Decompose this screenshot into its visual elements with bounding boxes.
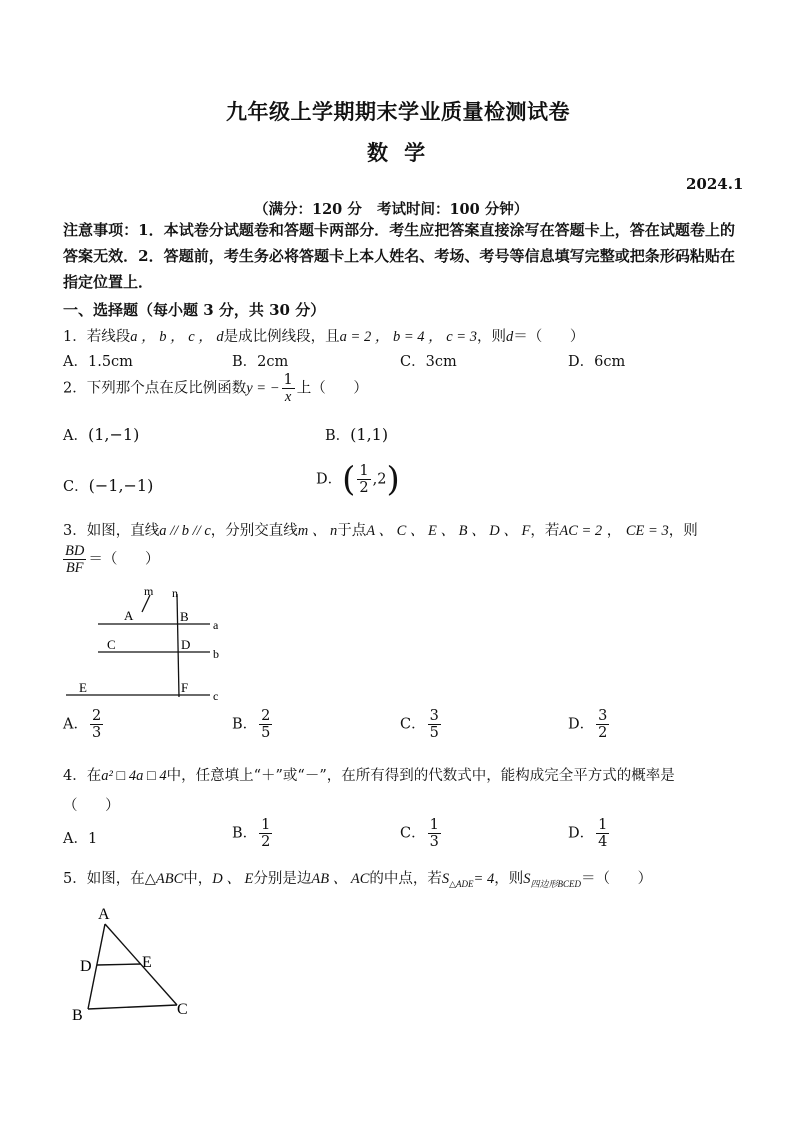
q5-triangle-diagram bbox=[70, 902, 200, 1027]
fraction-denominator: 3 bbox=[429, 834, 439, 850]
q2-option-a[interactable] bbox=[63, 424, 139, 445]
option-label: A． bbox=[63, 354, 88, 370]
question-number: 5． bbox=[63, 871, 87, 887]
option-text: 6cm bbox=[594, 354, 626, 370]
q3-option-b[interactable] bbox=[232, 708, 274, 741]
q4-option-c[interactable] bbox=[400, 817, 443, 850]
fraction-denominator: 5 bbox=[261, 725, 271, 741]
q5-s-ade: S bbox=[441, 871, 450, 887]
q4-option-a[interactable] bbox=[63, 827, 97, 848]
option-label: B． bbox=[232, 354, 258, 370]
fraction-denominator: 2 bbox=[598, 725, 608, 741]
label-E: E bbox=[142, 954, 152, 971]
q3-stem-a: 如图，直线 bbox=[86, 523, 160, 539]
q1-stem-c: ，则 bbox=[476, 329, 506, 345]
segment-de bbox=[97, 964, 141, 965]
fraction-numerator: 3 bbox=[429, 708, 439, 724]
option-label: C． bbox=[400, 716, 426, 733]
label-A: A bbox=[124, 608, 134, 623]
fraction-denominator: 5 bbox=[429, 725, 439, 741]
fraction-numerator: 1 bbox=[429, 817, 439, 833]
option-label: D． bbox=[568, 354, 595, 370]
option-text: 1.5cm bbox=[87, 354, 133, 370]
q2-func-fraction bbox=[282, 372, 295, 405]
fraction-numerator: 1 bbox=[359, 463, 369, 479]
exam-title: 九年级上学期期末学业质量检测试卷 bbox=[226, 99, 570, 124]
q3-stem-b: ，分别交直线 bbox=[210, 523, 298, 539]
option-label: C． bbox=[400, 354, 426, 370]
question-4 bbox=[63, 764, 675, 785]
label-c: c bbox=[213, 689, 219, 703]
q5-triangle: △ABC bbox=[144, 871, 184, 887]
option-rest: ,2 bbox=[372, 471, 387, 488]
option-label: B． bbox=[232, 716, 258, 733]
q2-option-d[interactable] bbox=[316, 459, 400, 500]
label-A: A bbox=[98, 906, 110, 923]
label-C: C bbox=[177, 1001, 188, 1018]
option-label: C． bbox=[63, 479, 89, 495]
q1-option-d[interactable] bbox=[568, 350, 625, 371]
question-2 bbox=[63, 372, 368, 405]
label-D: D bbox=[181, 637, 191, 652]
q1-stem-b: 是成比例线段，且 bbox=[223, 329, 340, 345]
q2-option-c[interactable] bbox=[63, 475, 153, 496]
fraction-denominator: 3 bbox=[91, 725, 102, 741]
label-a: a bbox=[213, 618, 219, 632]
label-B: B bbox=[180, 609, 189, 624]
question-number: 2． bbox=[63, 380, 87, 397]
fraction-numerator: BD bbox=[65, 543, 85, 559]
question-number: 1． bbox=[63, 329, 87, 345]
option-text: (1,1) bbox=[350, 425, 389, 444]
option-text: 2cm bbox=[257, 354, 289, 370]
label-D: D bbox=[80, 958, 92, 975]
q3-stem-f: ＝（ ） bbox=[88, 551, 160, 568]
option-label: B． bbox=[232, 825, 258, 842]
q1-option-a[interactable] bbox=[63, 350, 133, 371]
q3-ce: CE = 3 bbox=[625, 523, 669, 539]
label-B: B bbox=[72, 1007, 83, 1024]
option-fraction bbox=[596, 708, 609, 741]
fraction-denominator: x bbox=[284, 389, 292, 405]
option-fraction bbox=[428, 708, 441, 741]
q4-option-d[interactable] bbox=[568, 817, 611, 850]
option-label: B． bbox=[325, 428, 351, 444]
option-label: C． bbox=[400, 825, 426, 842]
fraction-denominator: 4 bbox=[598, 834, 608, 850]
question-number: 3． bbox=[63, 523, 87, 539]
fraction-numerator: 3 bbox=[598, 708, 608, 724]
label-n: n bbox=[172, 586, 178, 600]
q3-stem-e: ，则 bbox=[668, 523, 698, 539]
q3-lines: a // b // c bbox=[159, 523, 211, 539]
q3-option-c[interactable] bbox=[400, 708, 443, 741]
q2-func-lhs: y = − bbox=[246, 380, 280, 397]
option-fraction bbox=[90, 708, 103, 741]
exam-date: 2024.1 bbox=[686, 175, 744, 193]
q1-option-c[interactable] bbox=[400, 350, 457, 371]
q3-stem-d: ，若 bbox=[530, 523, 560, 539]
fraction-numerator: 2 bbox=[91, 708, 102, 724]
q1-target: d bbox=[505, 329, 514, 345]
q4-stem-b: 中，任意填上“＋”或“－”，在所有得到的代数式中，能构成完全平方式的概率是 bbox=[166, 768, 675, 784]
notice-paragraph: 注意事项：1．本试卷分试题卷和答题卡两部分．考生应把答案直接涂写在答题卡上，答在试题卷上的答案无效．2．答题前，考生务必将答题卡上本人姓名、考场、考号等信息填写完整或把条形码粘贴在指定位置上． bbox=[63, 221, 735, 291]
q4-expr: a² □ 4a □ 4 bbox=[101, 768, 167, 784]
fraction-numerator: 2 bbox=[261, 708, 271, 724]
q5-stem-d: 的中点，若 bbox=[369, 871, 442, 887]
option-text: 3cm bbox=[425, 354, 457, 370]
q3-option-d[interactable] bbox=[568, 708, 611, 741]
q3-mn: m 、 n bbox=[297, 523, 338, 539]
subject-title: 数 学 bbox=[367, 140, 426, 165]
q3-fraction bbox=[63, 543, 86, 576]
option-fraction bbox=[428, 817, 441, 850]
option-fraction bbox=[259, 708, 272, 741]
fraction-numerator: 1 bbox=[283, 372, 293, 388]
q5-s-quad-sub: 四边形BCED bbox=[530, 878, 581, 889]
fraction-denominator: BF bbox=[65, 560, 84, 576]
q2-stem-a: 下列那个点在反比例函数 bbox=[86, 380, 247, 397]
label-b: b bbox=[213, 647, 219, 661]
option-label: D． bbox=[316, 471, 343, 488]
fraction-denominator: 2 bbox=[261, 834, 271, 850]
q1-option-b[interactable] bbox=[232, 350, 288, 371]
option-label: A． bbox=[63, 716, 88, 733]
section-heading: 一、选择题（每小题 3 分，共 30 分） bbox=[63, 301, 326, 319]
q4-stem-a: 在 bbox=[86, 768, 102, 784]
line-n bbox=[177, 594, 179, 697]
option-label: A． bbox=[63, 831, 88, 847]
q2-option-b[interactable] bbox=[325, 424, 388, 445]
label-m: m bbox=[144, 585, 154, 598]
q3-parallel-lines-diagram bbox=[60, 585, 230, 705]
fraction-numerator: 1 bbox=[261, 817, 271, 833]
separator: ， bbox=[602, 523, 626, 539]
option-label: A． bbox=[63, 428, 88, 444]
option-text: (−1,−1) bbox=[88, 476, 154, 495]
option-text: (1,−1) bbox=[87, 425, 140, 444]
q1-stem-a: 若线段 bbox=[86, 329, 131, 345]
option-text: 1 bbox=[87, 831, 98, 847]
q5-stem-a: 如图，在 bbox=[86, 871, 145, 887]
q5-stem-b: 中， bbox=[183, 871, 213, 887]
q1-vars: a ， b ， c ， d bbox=[130, 329, 224, 345]
question-1 bbox=[63, 325, 584, 346]
q1-stem-d: ＝（ ） bbox=[513, 329, 585, 345]
q3-stem-c: 于点 bbox=[337, 523, 367, 539]
q5-stem-c: 分别是边 bbox=[253, 871, 312, 887]
q2-stem-b: 上（ ） bbox=[296, 380, 368, 397]
question-5 bbox=[63, 867, 652, 890]
label-E: E bbox=[79, 680, 87, 695]
question-number: 4． bbox=[63, 768, 87, 784]
q4-option-b[interactable] bbox=[232, 817, 274, 850]
q4-stem-paren: （ ） bbox=[63, 798, 120, 814]
q5-s-ade-val: = 4 bbox=[473, 871, 495, 887]
q5-de: D 、 E bbox=[212, 871, 254, 887]
label-F: F bbox=[181, 680, 189, 695]
q1-given: a = 2 ， b = 4 ， c = 3 bbox=[339, 329, 477, 345]
label-C: C bbox=[107, 637, 116, 652]
close-paren-glyph: ) bbox=[386, 459, 400, 500]
fraction-numerator: 1 bbox=[598, 817, 608, 833]
option-fraction bbox=[357, 463, 370, 496]
option-label: D． bbox=[568, 716, 595, 733]
q3-option-a[interactable] bbox=[63, 708, 105, 741]
q3-stem-fraction bbox=[63, 543, 160, 576]
q5-stem-e: ，则 bbox=[494, 871, 524, 887]
option-label: D． bbox=[568, 825, 595, 842]
q5-stem-f: ＝（ ） bbox=[580, 871, 653, 887]
exam-meta: （满分：120 分 考试时间：100 分钟） bbox=[254, 201, 529, 218]
open-paren-glyph: ( bbox=[342, 459, 356, 500]
option-fraction bbox=[259, 817, 272, 850]
q3-ac: AC = 2 bbox=[559, 523, 603, 539]
q5-sides: AB 、 AC bbox=[311, 871, 370, 887]
side-bc bbox=[88, 1005, 177, 1009]
question-3 bbox=[63, 519, 698, 540]
q5-s-quad: S bbox=[523, 871, 531, 887]
fraction-denominator: 2 bbox=[359, 480, 369, 496]
q3-points: A 、 C 、 E 、 B 、 D 、 F bbox=[366, 523, 531, 539]
option-fraction bbox=[596, 817, 609, 850]
q5-s-ade-sub: △ADE bbox=[449, 878, 474, 889]
